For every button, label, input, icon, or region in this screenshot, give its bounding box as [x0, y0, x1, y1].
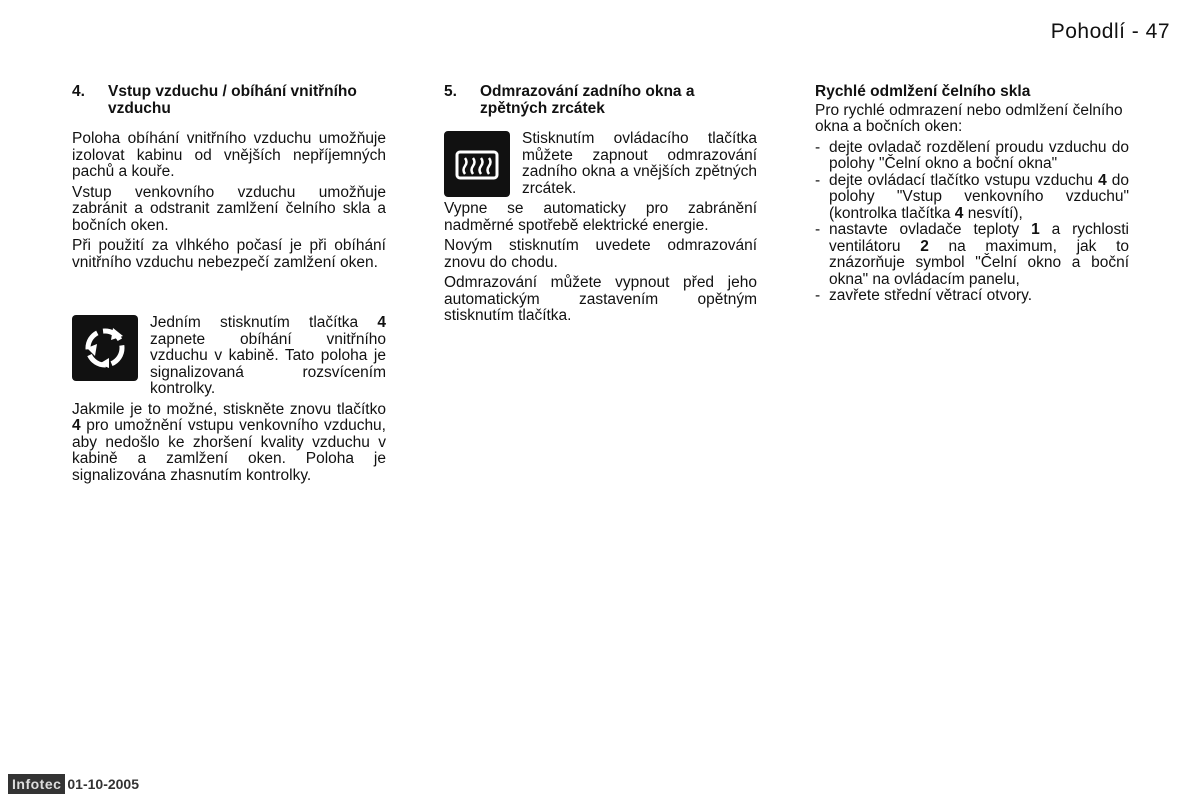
- list-item: - zavřete střední větrací otvory.: [815, 288, 1129, 305]
- infotec-logo: Infotec: [8, 774, 65, 794]
- paragraph: Jakmile je to možné, stiskněte znovu tlačítko 4 pro umožnění vstupu venkovního vzduchu, aby nedošlo ke zhoršení kvality vzduchu v kabině a zamlžení oken. Poloha je signalizována zhasnutím kontrolky.: [72, 400, 386, 484]
- paragraph: Odmrazování můžete vypnout před jeho automatickým zastavením opětným stisknutím tlačítka.: [444, 274, 757, 324]
- heading-number: 5.: [444, 83, 457, 100]
- list-item: - nastavte ovladače teploty 1 a rychlosti ventilátoru 2 na maximum, jak to znázorňuje symbol "Čelní okno a boční okna" na ovládacím panelu,: [815, 222, 1129, 288]
- list-item: - dejte ovládací tlačítko vstupu vzduchu 4 do polohy "Vstup venkovního vzduchu" (kontrolka tlačítka 4 nesvítí),: [815, 173, 1129, 223]
- column-quick-defog: [815, 84, 1129, 305]
- list-item: - dejte ovladač rozdělení proudu vzduchu do polohy "Čelní okno a boční okna": [815, 140, 1129, 173]
- recirculation-text: Jedním stisknutím tlačítka 4 zapnete obíhání vnitřního vzduchu v kabině. Tato poloha je signalizovaná rozsvícením kontrolky.: [150, 314, 386, 397]
- column-recirculation: [72, 84, 386, 488]
- section-heading-4: [72, 84, 386, 117]
- paragraph: Poloha obíhání vnitřního vzduchu umožňuje izolovat kabinu od vnějších nepříjemných pachů a kouře.: [72, 130, 386, 180]
- defrost-instruction: [444, 131, 757, 197]
- paragraph: Při použití za vlhkého počasí je při obíhání vnitřního vzduchu nebezpečí zamlžení oken.: [72, 237, 386, 271]
- recirculation-instruction: [72, 315, 386, 398]
- column-defrost: [444, 84, 757, 329]
- instruction-list: [815, 140, 1129, 305]
- defrost-text: Stisknutím ovládacího tlačítka můžete zapnout odmrazování zadního okna a vnějších zpětných zrcátek.: [522, 130, 757, 197]
- paragraph: Pro rychlé odmrazení nebo odmlžení čelního okna a bočních oken:: [815, 101, 1123, 135]
- rear-defrost-icon: [444, 131, 510, 197]
- heading-text: Vstup vzduchu / obíhání vnitřního vzduchu: [108, 83, 357, 117]
- print-date: 01-10-2005: [67, 776, 140, 792]
- section-heading-quick-defog: Rychlé odmlžení čelního skla: [815, 83, 1031, 100]
- paragraph: Vstup venkovního vzduchu umožňuje zabránit a odstranit zamlžení čelního skla a bočních oken.: [72, 183, 386, 234]
- page-header: Pohodlí - 47: [1050, 20, 1170, 43]
- heading-text: Odmrazování zadního okna a zpětných zrcátek: [480, 83, 695, 117]
- footer: [8, 774, 139, 794]
- heading-number: 4.: [72, 83, 85, 100]
- section-heading-5: [444, 84, 757, 117]
- paragraph: Novým stisknutím uvedete odmrazování znovu do chodu.: [444, 237, 757, 271]
- recirculation-icon: [72, 315, 138, 381]
- paragraph: Vypne se automaticky pro zabránění nadměrné spotřebě elektrické energie.: [444, 200, 757, 234]
